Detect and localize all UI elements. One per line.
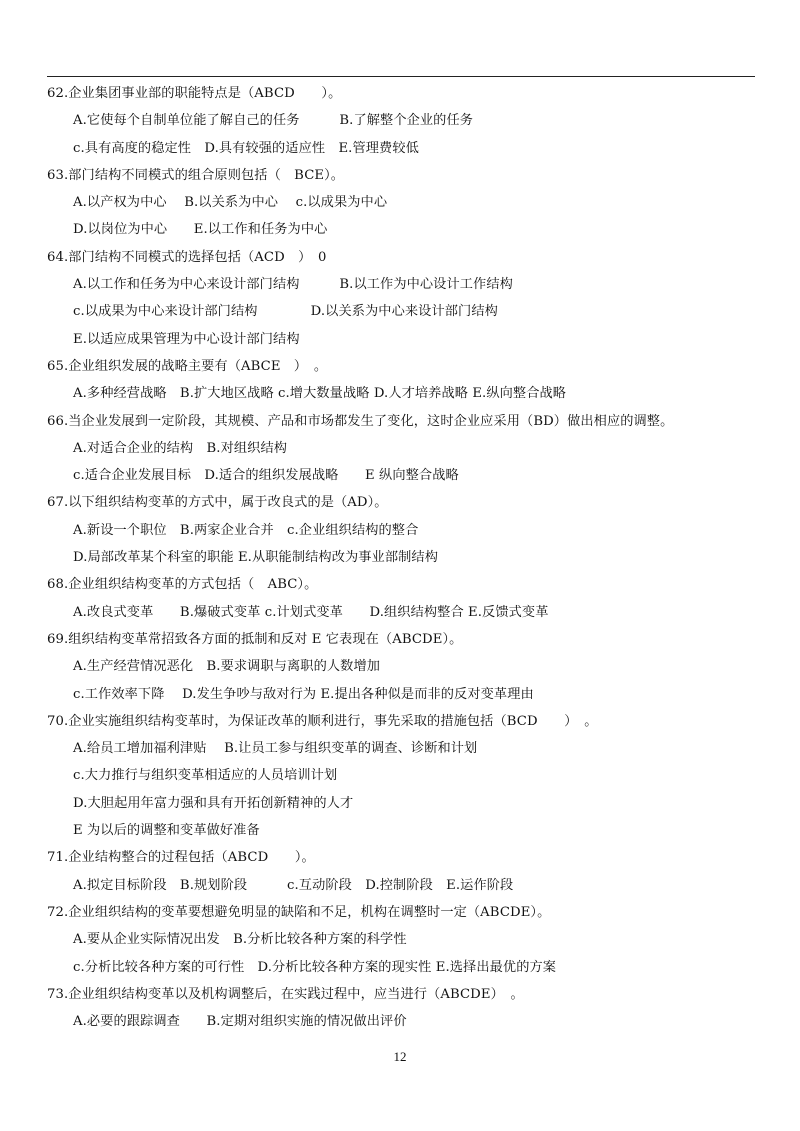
options-62-line-2: c.具有高度的稳定性 D.具有较强的适应性 E.管理费较低 [73,140,419,156]
header-rule [47,76,755,77]
question-69: 69.组织结构变革常招致各方面的抵制和反对 E 它表现在（ABCDE）。 [47,631,463,647]
options-66-line-1: A.对适合企业的结构 B.对组织结构 [73,440,288,456]
options-64-line-2: c.以成果为中心来设计部门结构 D.以关系为中心来设计部门结构 [73,304,498,320]
options-72-line-1: A.要从企业实际情况出发 B.分析比较各种方案的科学性 [73,932,407,948]
options-64-line-1: A.以工作和任务为中心来设计部门结构 B.以工作为中心设计工作结构 [73,277,513,293]
options-72-line-2: c.分析比较各种方案的可行性 D.分析比较各种方案的现实性 E.选择出最优的方案 [73,959,557,975]
question-65: 65.企业组织发展的战略主要有（ABCE ） 。 [47,358,328,374]
options-65-line-1: A.多种经营战略 B.扩大地区战略 c.增大数量战略 D.人才培养战略 E.纵向整合战略 [73,386,567,402]
options-62-line-1: A.它使每个自制单位能了解自己的任务 B.了解整个企业的任务 [73,113,474,129]
question-67: 67.以下组织结构变革的方式中，属于改良式的是（AD）。 [47,495,388,511]
options-69-line-2: c.工作效率下降 D.发生争吵与敌对行为 E.提出各种似是而非的反对变革理由 [73,686,534,702]
options-63-line-2: D.以岗位为中心 E.以工作和任务为中心 [73,222,328,238]
question-72: 72.企业组织结构的变革要想避免明显的缺陷和不足，机构在调整时一定（ABCDE）。 [47,904,551,920]
question-71: 71.企业结构整合的过程包括（ABCD ）。 [47,850,315,866]
question-62: 62.企业集团事业部的职能特点是（ABCD ）。 [47,86,342,101]
options-67-line-1: A.新设一个职位 B.两家企业合并 c.企业组织结构的整合 [73,522,419,538]
options-68-line-1: A.改良式变革 B.爆破式变革 c.计划式变革 D.组织结构整合 E.反馈式变革 [73,604,549,620]
options-69-line-1: A.生产经营情况恶化 B.要求调职与离职的人数增加 [73,659,381,675]
question-64: 64.部门结构不同模式的选择包括（ACD ） 0 [47,249,327,265]
options-67-line-2: D.局部改革某个科室的职能 E.从职能制结构改为事业部制结构 [73,550,438,566]
options-70-line-4: E 为以后的调整和变革做好准备 [73,823,260,839]
options-73-line-1: A.必要的跟踪调查 B.定期对组织实施的情况做出评价 [73,1014,407,1030]
options-64-line-3: E.以适应成果管理为中心设计部门结构 [73,331,300,347]
options-63-line-1: A.以产权为中心 B.以关系为中心 c.以成果为中心 [73,195,388,211]
question-70: 70.企业实施组织结构变革时，为保证改革的顺利进行，事先采取的措施包括（BCD ） 。 [47,713,598,729]
page-number: 12 [393,1049,407,1064]
options-66-line-2: c.适合企业发展目标 D.适合的组织发展战略 E 纵向整合战略 [73,468,459,484]
question-73: 73.企业组织结构变革以及机构调整后，在实践过程中，应当进行（ABCDE） 。 [47,986,524,1002]
options-71-line-1: A.拟定目标阶段 B.规划阶段 c.互动阶段 D.控制阶段 E.运作阶段 [73,877,514,893]
options-70-line-1: A.给员工增加福利津贴 B.让员工参与组织变革的调查、诊断和计划 [73,741,478,757]
options-70-line-3: D.大胆起用年富力强和具有开拓创新精神的人才 [73,795,354,811]
question-63: 63.部门结构不同模式的组合原则包括（ BCE）。 [47,167,345,183]
options-70-line-2: c.大力推行与组织变革相适应的人员培训计划 [73,768,338,784]
question-66: 66.当企业发展到一定阶段，其规模、产品和市场都发生了变化，这时企业应采用（BD）做出相应的调整。 [47,413,674,429]
question-68: 68.企业组织结构变革的方式包括（ ABC）。 [47,577,318,593]
question-list [47,80,767,1035]
